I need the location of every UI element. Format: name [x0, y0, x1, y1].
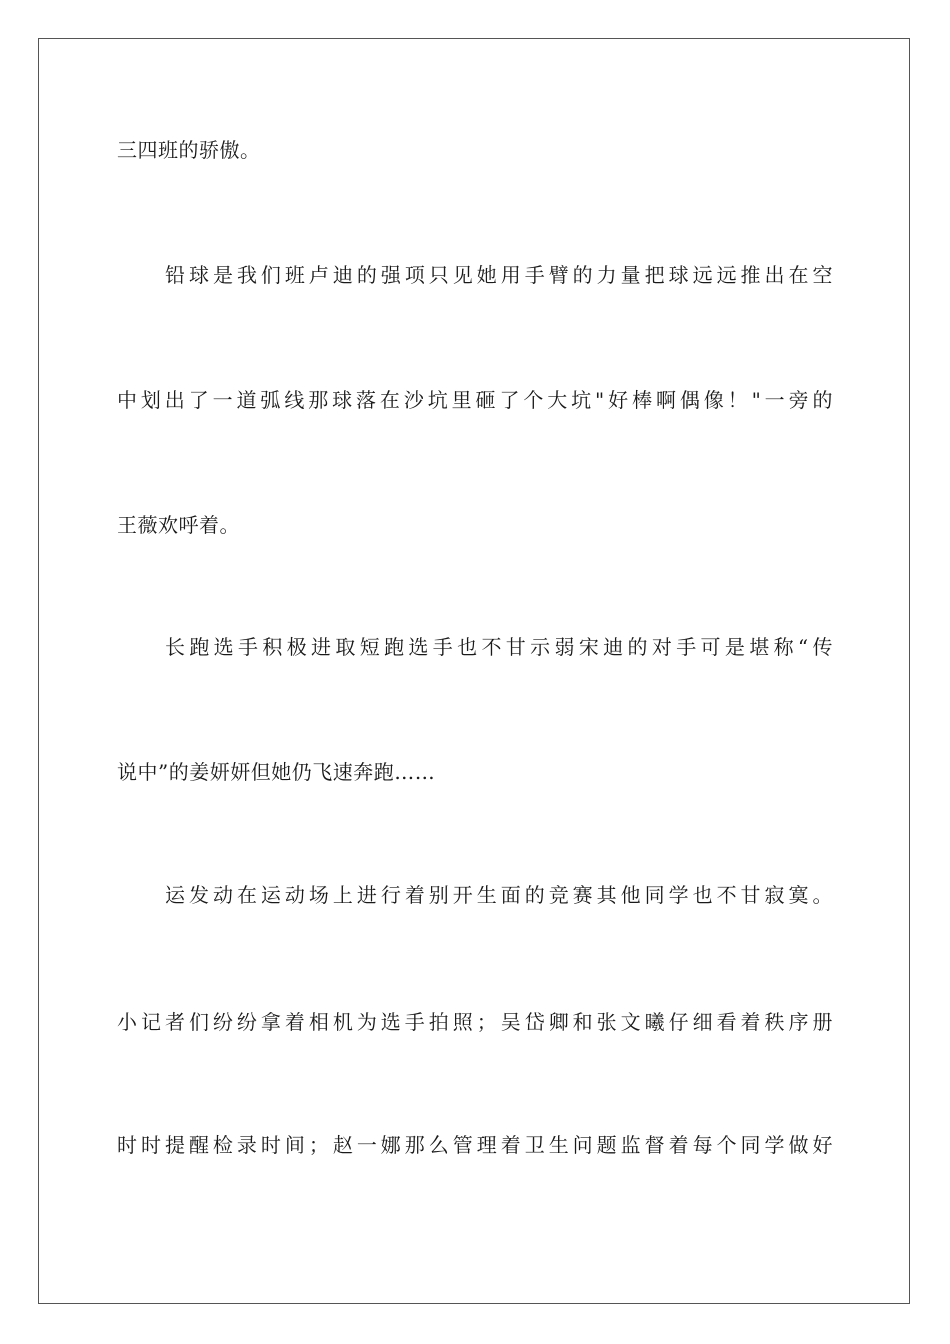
- text-line-1: 三四班的骄傲。: [117, 138, 261, 162]
- text-line-6: 说中”的姜妍妍但她仍飞速奔跑……: [117, 760, 436, 784]
- text-line-3: 中划出了一道弧线那球落在沙坑里砸了个大坑"好棒啊偶像！"一旁的: [117, 388, 833, 412]
- text-line-2: 铅球是我们班卢迪的强项只见她用手臂的力量把球远远推出在空: [165, 263, 833, 287]
- text-line-7: 运发动在运动场上进行着别开生面的竞赛其他同学也不甘寂寞。: [165, 883, 833, 907]
- text-line-9: 时时提醒检录时间；赵一娜那么管理着卫生问题监督着每个同学做好: [117, 1133, 833, 1157]
- text-line-4: 王薇欢呼着。: [117, 513, 240, 537]
- text-line-8: 小记者们纷纷拿着相机为选手拍照；吴岱卿和张文曦仔细看着秩序册: [117, 1010, 833, 1034]
- page-border: [38, 38, 910, 1304]
- text-line-5: 长跑选手积极进取短跑选手也不甘示弱宋迪的对手可是堪称“传: [165, 635, 833, 659]
